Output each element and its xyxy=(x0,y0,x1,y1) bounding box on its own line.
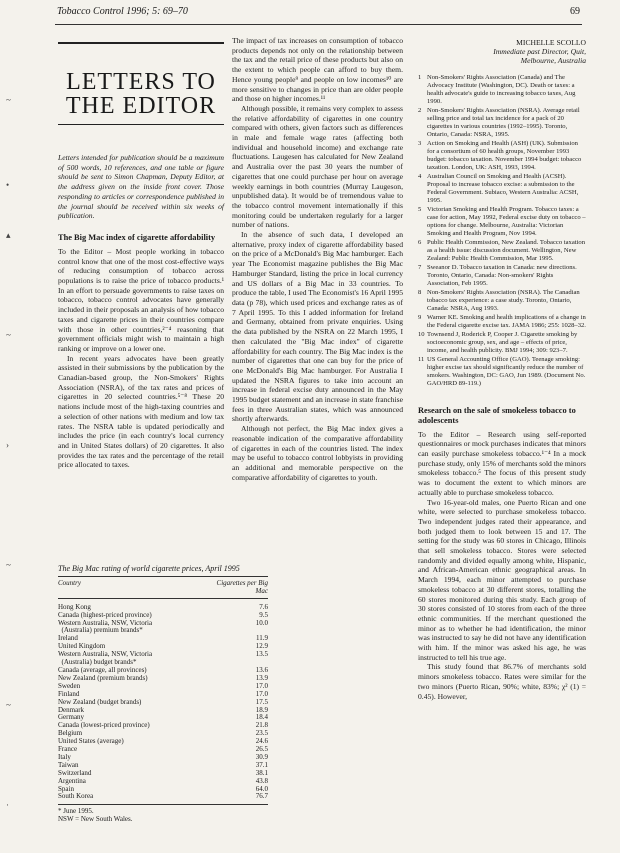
value-cell: 17.0 xyxy=(255,681,268,690)
reference-text: Victorian Smoking and Health Program. Tobacco taxes: a case for action, May 1992, Federal excise duty on tobacco – options for change. Melbourne, Australia: Victorian Smoking and Health Program, Nov 1994. xyxy=(427,205,586,237)
reference-item xyxy=(418,206,586,238)
table-row xyxy=(58,683,268,691)
reference-number: 6 xyxy=(418,238,422,246)
paragraph: The impact of tax increases on consumption of tobacco products depends not only on the relationship between the tax and the retail price of these products but also on the extent to which people can afford to buy them. Hence young people⁹ and people on low incomes¹⁰ are more sensitive to changes in price than are older people and those on higher incomes.¹¹ xyxy=(232,36,403,104)
section-title-line-2: THE EDITOR xyxy=(65,93,217,119)
table-row xyxy=(58,754,268,762)
country-cell: South Korea xyxy=(58,792,94,801)
paragraph: To the Editor – Most people working in tobacco control know that one of the most cost-effective ways of reducing consumption of tobacco across populations is to raise the price of tobacco products.¹ In an effort to persuade governments to raise taxes on tobacco, tobacco control advocates have generally included in their proposals an analysis of how tobacco taxes and cigarette prices in their countries compare with those in other countries,²⁻⁴ reasoning that government officials might wish to maintain a high ranking or improve on a lower one. xyxy=(58,246,224,353)
reference-text: Non-Smokers' Rights Association (NSRA). Average retail selling price and total tax incidence for a pack of 20 cigarettes in various countries (1992–1995). Toronto, Ontario, Canada: NSRA, 1995. xyxy=(427,106,580,138)
reference-item xyxy=(418,140,586,172)
reference-number: 8 xyxy=(418,288,422,296)
table-row xyxy=(58,627,268,635)
reference-text: Townsend J, Roderick P, Cooper J. Cigarette smoking by socioeconomic group, sex, and age – effects of price, income, and health publicity. BMJ 1994; 309: 923–7. xyxy=(427,330,578,354)
value-cell: 64.0 xyxy=(255,784,268,793)
signature xyxy=(418,38,586,66)
paragraph: Although not perfect, the Big Mac index gives a reasonable indication of the comparative affordability of cigarettes in each of the countries listed. The index may be useful to tobacco control lobbyists in providing an additional and memorable perspective on the comparative affordability of cigarettes to youth. xyxy=(232,424,403,482)
column-2 xyxy=(232,36,403,482)
page-number: 69 xyxy=(570,6,580,17)
author-affiliation: Immediate past Director, Quit, xyxy=(493,47,586,57)
country-cell: Hong Kong xyxy=(58,602,91,611)
value-cell: 18.4 xyxy=(255,713,268,722)
country-cell: Western Australia, NSW, Victoria xyxy=(58,650,153,659)
table-row xyxy=(58,746,268,754)
reference-number: 3 xyxy=(418,139,422,147)
value-cell: 26.5 xyxy=(255,745,268,754)
table-row xyxy=(58,770,268,778)
reference-number: 4 xyxy=(418,172,422,180)
reference-text: Action on Smoking and Health (ASH) (UK). Submission for a consortium of 60 health groups, November 1993 budget: tobacco taxation. November 1994 budget: tobacco taxation. London, UK: ASH, 1993, 1994. xyxy=(427,139,582,171)
country-cell: Canada (average, all provinces) xyxy=(58,665,147,674)
margin-mark: • xyxy=(6,180,10,190)
value-cell: 76.7 xyxy=(255,792,268,801)
value-cell: 21.8 xyxy=(255,721,268,730)
country-cell: France xyxy=(58,745,78,754)
table-body xyxy=(58,604,268,802)
reference-item xyxy=(418,314,586,330)
section-title xyxy=(58,42,224,125)
country-cell: Finland xyxy=(58,689,80,698)
table-footnote: NSW = New South Wales. xyxy=(58,815,133,824)
margin-mark: ~ xyxy=(6,95,11,105)
country-cell: New Zealand (premium brands) xyxy=(58,673,148,682)
paragraph: This study found that 86.7% of merchants sold minors smokeless tobacco. Rates were similar for the two minors (Puerto Rican, 90%; white, 83%; χ² (1) = 0.45). However, xyxy=(418,662,586,701)
reference-item xyxy=(418,356,586,388)
country-cell: Canada (lowest-priced province) xyxy=(58,721,150,730)
value-cell: 13.5 xyxy=(255,650,268,659)
table-footnotes xyxy=(58,804,268,824)
margin-mark: › xyxy=(6,440,9,450)
reference-number: 5 xyxy=(418,205,422,213)
country-cell: Switzerland xyxy=(58,768,92,777)
reference-text: Non-Smokers' Rights Association (Canada) and The Advocacy Institute (Washington, DC). Death or taxes: a health advocate's guide to increasing tobacco taxes, Aug 1990. xyxy=(427,73,576,105)
reference-text: Public Health Commission, New Zealand. Tobacco taxation as a health issue: discussion document. Wellington, New Zealand: Public Health Commission, Mar 1995. xyxy=(427,238,585,262)
reference-number: 9 xyxy=(418,313,422,321)
value-cell: 38.1 xyxy=(255,768,268,777)
value-cell: 17.5 xyxy=(255,697,268,706)
table-footnote: * June 1995. xyxy=(58,807,94,816)
reference-item xyxy=(418,107,586,139)
header-rule xyxy=(55,24,582,25)
journal-citation: Tobacco Control 1996; 5: 69–70 xyxy=(57,6,188,17)
country-cell: Denmark xyxy=(58,705,85,714)
letter-title: Research on the sale of smokeless tobacco to adolescents xyxy=(418,405,576,425)
paragraph: In the absence of such data, I developed an alternative, proxy index of cigarette affordability based on the price of a McDonald's Big Mac hamburger. Each year The Economist magazine publishes the Big Mac Hamburger Standard, listing the price in local currency and US dollars of a Big Mac in 33 countries. To produce the table, I used The Economist's 16 April 1995 data (p 78), which used prices and exchange rates as of 7 April 1995. To this I added information for Ireland and Germany, obtained from private enquiries. Using the data published by the NSRA on 22 March 1995, I then calculated the "Big Mac index" of cigarette affordability for each country. The Big Mac index is the number of cigarettes that one can buy for the price of one McDonald's Big Mac hamburger. For Australia I updated the NSRA figures to take into account an increase in federal excise duty announced in the May 1995 budget statement and an increase in state franchise fees in three Australian states, which was announced shortly afterwards. xyxy=(232,230,403,424)
country-cell: Germany xyxy=(58,713,85,722)
reference-item xyxy=(418,239,586,263)
table-row xyxy=(58,707,268,715)
section-title-line-1: LETTERS TO xyxy=(66,69,216,95)
reference-number: 10 xyxy=(418,330,425,338)
country-cell: United Kingdom xyxy=(58,642,106,651)
reference-item xyxy=(418,331,586,355)
big-mac-table xyxy=(58,565,268,824)
value-cell: 12.9 xyxy=(255,642,268,651)
country-cell: Taiwan xyxy=(58,760,79,769)
author-name: MICHELLE SCOLLO xyxy=(516,38,586,47)
value-cell: 23.5 xyxy=(255,729,268,738)
submission-guidelines: Letters intended for publication should be a maximum of 500 words, 10 references, and one table or figure should be sent to Simon Chapman, Deputy Editor, at the address given on the inside front cover. Those responding to articles or correspondence published in the journal should be received within six weeks of publication. xyxy=(58,153,224,221)
paragraph: To the Editor – Research using self-reported questionnaires or mock purchases indicates that minors can easily purchase smokeless tobacco.¹⁻⁴ In a mock purchase study, only 15% of merchants sold the minors smokeless tobacco.⁵ The focus of this present study was to document the extent to which minors are actually able to purchase smokeless tobacco. xyxy=(418,429,587,497)
value-cell: 24.6 xyxy=(255,737,268,746)
reference-number: 2 xyxy=(418,106,422,114)
table-caption: The Big Mac rating of world cigarette prices, April 1995 xyxy=(58,565,268,577)
table-row xyxy=(58,675,268,683)
reference-text: Sweanor D. Tobacco taxation in Canada: new directions. Toronto, Ontario, Canada: Non-smokers' Rights Association, Feb 1995. xyxy=(427,263,577,287)
reference-item xyxy=(418,173,586,205)
reference-text: US General Accounting Office (GAO). Teenage smoking: higher excise tax should significantly reduce the number of smokers. Washington, DC: GAO, Jun 1989. (Document No. GAO/HRD 89-119.) xyxy=(427,355,586,387)
column-3 xyxy=(418,36,586,701)
country-cell: Belgium xyxy=(58,729,83,738)
value-cell: 13.9 xyxy=(255,673,268,682)
value-cell: 37.1 xyxy=(255,760,268,769)
country-cell: United States (average) xyxy=(58,737,124,746)
paragraph: In recent years advocates have been greatly assisted in their submissions by the publication by the Canadian-based group, the Non-Smokers' Rights Association (NSRA), of the tax rates and prices of cigarettes in 20 selected countries.⁵⁻⁸ These 20 nations include most of the high-taxing countries and a selection of other nations with medium and low tax rates. The NSRA table is updated periodically and includes the price (in each country's local currency and in United States dollars) of 20 cigarettes. It also provides the tax rates and the percentage of the retail price allocated to taxes. xyxy=(58,353,224,470)
value-cell: 18.9 xyxy=(255,705,268,714)
country-cell: (Australia) budget brands* xyxy=(58,658,137,667)
country-cell: Argentina xyxy=(58,776,86,785)
table-row xyxy=(58,738,268,746)
column-header-value: Cigarettes per Big Mac xyxy=(216,578,268,595)
value-cell: 17.0 xyxy=(255,689,268,698)
value-cell: 43.8 xyxy=(255,776,268,785)
value-cell: 10.0 xyxy=(255,618,268,627)
reference-number: 11 xyxy=(418,355,425,363)
reference-text: Non-Smokers' Rights Association (NSRA). The Canadian tobacco tax experience: a case study. Toronto, Ontario, Canada: NSRA, Aug 1993. xyxy=(427,288,580,312)
reference-item xyxy=(418,264,586,288)
reference-list xyxy=(418,74,586,388)
margin-mark: ~ xyxy=(6,700,11,710)
value-cell: 11.9 xyxy=(256,634,268,643)
country-cell: (Australia) premium brands* xyxy=(58,626,143,635)
value-cell: 30.9 xyxy=(255,752,268,761)
margin-mark: ~ xyxy=(6,560,11,570)
margin-mark: · xyxy=(6,800,9,810)
paragraph: Although possible, it remains very complex to assess the relative affordability of cigarettes in one country compared with others, given factors such as differences in male and female wage rates (affecting both individual and household income) and exchange rate fluctuations. Laugesen has calculated for New Zealand and Australia over the past 30 years the number of cigarettes that one could purchase per hour on average weekly earnings in both countries (Murray Laugeson, unpublished data). It would be of tremendous value to the tobacco control movement internationally if this monitoring could be undertaken regularly for a larger number of nations. xyxy=(232,103,403,230)
running-header xyxy=(57,6,580,20)
country-cell: Spain xyxy=(58,784,74,793)
column-header-country: Country xyxy=(58,578,81,587)
country-cell: Ireland xyxy=(58,634,78,643)
value-cell: 7.6 xyxy=(259,602,268,611)
country-cell: Canada (highest-priced province) xyxy=(58,610,152,619)
table-row xyxy=(58,699,268,707)
reference-text: Warner KE. Smoking and health implications of a change in the Federal cigarette excise tax. JAMA 1986; 255: 1028–32. xyxy=(427,313,586,329)
country-cell: Italy xyxy=(58,752,71,761)
country-cell: Sweden xyxy=(58,681,81,690)
reference-item xyxy=(418,289,586,313)
table-header xyxy=(58,580,268,599)
country-cell: Western Australia, NSW, Victoria xyxy=(58,618,153,627)
value-cell: 9.5 xyxy=(259,610,268,619)
margin-mark: ~ xyxy=(6,330,11,340)
margin-mark: ▴ xyxy=(6,230,11,240)
value-cell: 13.6 xyxy=(255,665,268,674)
letter-title: The Big Mac index of cigarette affordability xyxy=(58,232,216,242)
table-row xyxy=(58,793,268,801)
reference-number: 7 xyxy=(418,263,422,271)
column-1 xyxy=(58,36,224,470)
reference-item xyxy=(418,74,586,106)
author-location: Melbourne, Australia xyxy=(520,56,586,66)
table-row xyxy=(58,722,268,730)
reference-number: 1 xyxy=(418,73,422,81)
paragraph: Two 16-year-old males, one Puerto Rican and one white, were selected to purchase smokeless tobacco. Two independent judges rated their appearance, and both judged them to look between 15 and 17. The setting for the study was 60 stores in Chicago, Illinois that sell smokeless tobacco. Stores were selected randomly and divided equally among white, Hispanic, and African-American ethnic geographical areas. In March 1994, each minor attempted to purchase smokeless tobacco at 30 different stores, totalling the 60 stores monitored during this study. Each group of 30 stores consisted of 10 stores from each of the three ethnic communities. If the merchant questioned the minor as to whether he had identification, the minor was instructed to say he did not have any identification with him. If the minor was asked his age, he was instructed to tell his true age. xyxy=(418,497,586,662)
country-cell: New Zealand (budget brands) xyxy=(58,697,142,706)
reference-text: Australian Council on Smoking and Health (ACSH). Proposal to increase tobacco excise: a submission to the Federal Government. Subiaco, Western Australia: ACSH, 1995. xyxy=(427,172,579,204)
table-row xyxy=(58,778,268,786)
